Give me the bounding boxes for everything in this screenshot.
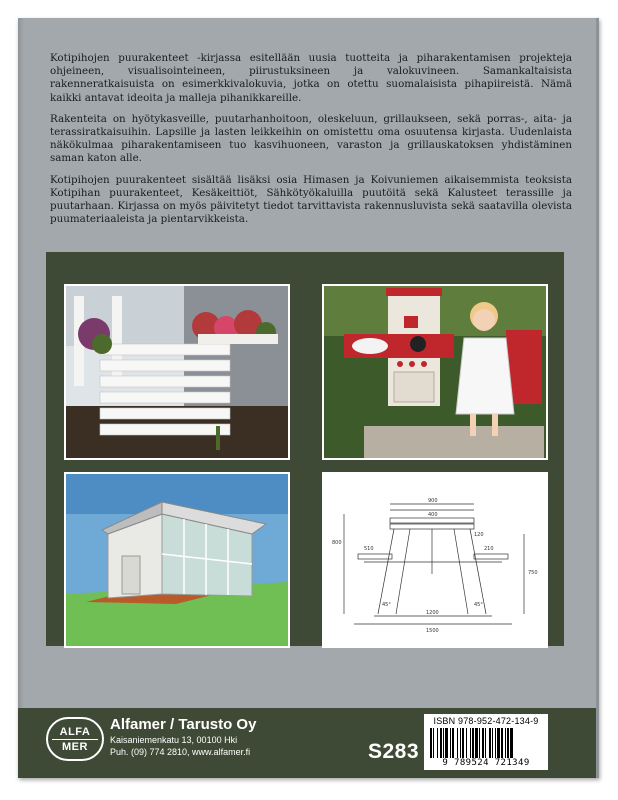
drawing-label: 510 (364, 546, 374, 552)
drawing-label: 120 (474, 532, 484, 538)
drawing-label: 400 (428, 512, 438, 518)
isbn-barcode (424, 714, 548, 770)
spine-edge (18, 18, 24, 778)
logo-bottom-text: MER (62, 740, 88, 753)
drawing-label: 800 (332, 540, 342, 546)
greenhouse-render-photo (64, 472, 290, 648)
drawing-label: 900 (428, 498, 438, 504)
blurb-paragraph-3: Kotipihojen puurakenteet sisältää lisäksi osia Himasen ja Koivuniemen aikaisemmista teoksista Kotipihan puurakenteet, Kesäkeittiöt, Sähkötyökaluilla puutöitä sekä Kalusteet terassille ja puutarhaan. Kirjassa on myös päivitetyt tiedot tarvittavista rakennusluvista sekä saatavilla olevista puumateriaaleista ja pientarvikkeista. (50, 173, 572, 226)
drawing-label: 45° (474, 602, 483, 608)
isbn-digits: 9 789524 721349 (442, 758, 530, 768)
publisher-bar (18, 708, 596, 778)
drawing-label: 1200 (426, 610, 439, 616)
drawing-label: 750 (528, 570, 538, 576)
publisher-address: Kaisaniemenkatu 13, 00100 Hki (110, 735, 238, 745)
back-cover-blurb (50, 52, 572, 234)
blurb-paragraph-1: Kotipihojen puurakenteet -kirjassa esitellään uusia tuotteita ja piharakentamisen projekteja ohjeineen, visualisointeineen, piirustuksineen ja valokuvineen. Samankaltaisista rakenneratkaisuista on esimerkkivalokuvia, jotka on otettu suomalaisista pihapiireistä. Nämä kaikki antavat ideoita ja malleja pihanikkareille. (50, 52, 572, 104)
book-back-cover (18, 18, 599, 778)
product-code: S283 (368, 740, 420, 763)
drawing-label: 45° (382, 602, 391, 608)
publisher-name: Alfamer / Tarusto Oy (110, 716, 257, 733)
publisher-info (110, 716, 256, 758)
photo-panel (46, 252, 564, 646)
logo-divider (52, 739, 98, 740)
drawing-label: 1500 (426, 628, 439, 634)
child-play-kitchen-photo (322, 284, 548, 460)
isbn-label: ISBN 978-952-472-134-9 (433, 716, 539, 726)
barcode-icon (428, 728, 544, 758)
picnic-table-drawing-photo (322, 472, 548, 648)
flower-box-fence-photo (64, 284, 290, 460)
blurb-paragraph-2: Rakenteita on hyötykasveille, puutarhanhoitoon, oleskeluun, grillaukseen, sekä porras-, aita- ja terassiratkaisuihin. Lapsille ja lasten leikkeihin on omistettu oma osuutensa kirjasta. Uudenlaista näkökulmaa piharakentamiseen tuo kasvihuoneen, varaston ja grillauskatoksen yhdistäminen saman katon alle. (50, 112, 572, 165)
drawing-label: 210 (484, 546, 494, 552)
publisher-phone: Puh. (09) 774 2810, www.alfamer.fi (110, 747, 251, 757)
logo-top-text: ALFA (59, 725, 91, 738)
alfamer-logo (46, 717, 104, 761)
